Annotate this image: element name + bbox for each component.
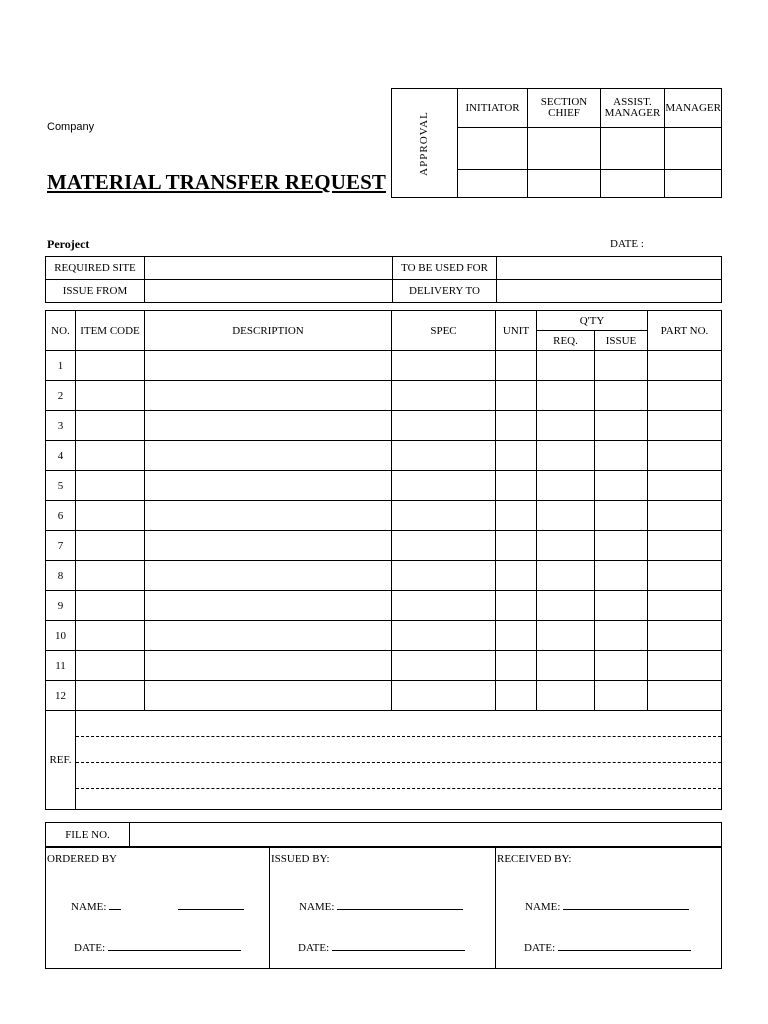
cell-spec[interactable] [392, 441, 496, 471]
cell-qty-issue[interactable] [595, 561, 648, 591]
table-row [46, 381, 722, 411]
issued-by-name[interactable] [299, 899, 463, 913]
ordered-by-name-line-a [109, 899, 121, 910]
cell-spec[interactable] [392, 501, 496, 531]
cell-unit[interactable] [496, 441, 537, 471]
received-by-name[interactable] [525, 899, 689, 913]
issued-by-date-line [332, 940, 465, 951]
table-row [46, 471, 722, 501]
col-no: NO. [46, 311, 76, 351]
cell-qty-req[interactable] [537, 591, 595, 621]
col-spec: SPEC [392, 311, 496, 351]
table-row [46, 351, 722, 381]
cell-qty-issue[interactable] [595, 471, 648, 501]
issued-by-label: ISSUED BY: [271, 853, 330, 865]
cell-description[interactable] [145, 381, 392, 411]
table-row [46, 681, 722, 711]
cell-description[interactable] [145, 621, 392, 651]
cell-item-code[interactable] [76, 531, 145, 561]
cell-description[interactable] [145, 441, 392, 471]
cell-part-no[interactable] [648, 351, 722, 381]
approval-assist-manager: ASSIST. MANAGER [600, 89, 665, 128]
row-number: 6 [46, 501, 76, 531]
issue-from-label: ISSUE FROM [46, 280, 145, 303]
ref-line-1 [76, 711, 721, 737]
issued-by-cell [270, 848, 496, 969]
cell-qty-issue[interactable] [595, 531, 648, 561]
required-site-label: REQUIRED SITE [46, 257, 145, 280]
cell-spec[interactable] [392, 531, 496, 561]
ordered-by-date[interactable] [74, 940, 241, 954]
row-number: 1 [46, 351, 76, 381]
items-table [45, 310, 722, 810]
table-row [46, 441, 722, 471]
approval-date-initiator[interactable] [457, 170, 528, 198]
cell-unit[interactable] [496, 381, 537, 411]
ordered-by-name[interactable] [71, 899, 121, 913]
cell-unit[interactable] [496, 651, 537, 681]
date-label: DATE : [610, 238, 644, 250]
approval-label-cell [392, 89, 458, 198]
cell-item-code[interactable] [76, 501, 145, 531]
cell-spec[interactable] [392, 561, 496, 591]
file-table [45, 822, 722, 847]
issued-by-date[interactable] [298, 940, 465, 954]
approval-sign-manager[interactable] [665, 128, 722, 170]
cell-description[interactable] [145, 531, 392, 561]
cell-qty-issue[interactable] [595, 591, 648, 621]
delivery-to-label: DELIVERY TO [393, 280, 497, 303]
col-part-no: PART NO. [648, 311, 722, 351]
signature-table [45, 847, 722, 969]
cell-qty-req[interactable] [537, 621, 595, 651]
approval-sign-assist-manager[interactable] [600, 128, 665, 170]
row-number: 7 [46, 531, 76, 561]
cell-spec[interactable] [392, 681, 496, 711]
cell-item-code[interactable] [76, 681, 145, 711]
cell-item-code[interactable] [76, 651, 145, 681]
required-site-field[interactable] [145, 257, 393, 280]
project-label: Peroject [47, 237, 90, 251]
cell-unit[interactable] [496, 621, 537, 651]
cell-spec[interactable] [392, 411, 496, 441]
ordered-by-date-line [108, 940, 241, 951]
cell-qty-req[interactable] [537, 381, 595, 411]
ref-label: REF. [46, 711, 76, 810]
cell-qty-req[interactable] [537, 411, 595, 441]
cell-qty-req[interactable] [537, 531, 595, 561]
cell-part-no[interactable] [648, 621, 722, 651]
cell-part-no[interactable] [648, 471, 722, 501]
delivery-to-field[interactable] [497, 280, 722, 303]
cell-item-code[interactable] [76, 441, 145, 471]
row-number: 4 [46, 441, 76, 471]
table-row [46, 531, 722, 561]
received-by-date-line [558, 940, 691, 951]
cell-unit[interactable] [496, 561, 537, 591]
ordered-by-cell [46, 848, 270, 969]
cell-unit[interactable] [496, 531, 537, 561]
cell-item-code[interactable] [76, 351, 145, 381]
approval-sign-section-chief[interactable] [528, 128, 600, 170]
cell-item-code[interactable] [76, 561, 145, 591]
to-be-used-for-label: TO BE USED FOR [393, 257, 497, 280]
issued-by-date-label: DATE: [298, 942, 330, 954]
approval-date-assist-manager[interactable] [600, 170, 665, 198]
received-by-cell [496, 848, 722, 969]
col-unit: UNIT [496, 311, 537, 351]
approval-sign-initiator[interactable] [457, 128, 528, 170]
cell-spec[interactable] [392, 381, 496, 411]
cell-qty-req[interactable] [537, 561, 595, 591]
ordered-by-name-underline-b [178, 899, 244, 910]
cell-description[interactable] [145, 501, 392, 531]
col-item-code: ITEM CODE [76, 311, 145, 351]
company-label: Company [47, 121, 95, 133]
cell-item-code[interactable] [76, 411, 145, 441]
received-by-date[interactable] [524, 940, 691, 954]
cell-part-no[interactable] [648, 561, 722, 591]
cell-unit[interactable] [496, 591, 537, 621]
approval-date-manager[interactable] [665, 170, 722, 198]
row-number: 5 [46, 471, 76, 501]
row-number: 9 [46, 591, 76, 621]
cell-part-no[interactable] [648, 381, 722, 411]
cell-description[interactable] [145, 591, 392, 621]
cell-description[interactable] [145, 471, 392, 501]
ordered-by-label: ORDERED BY [47, 853, 117, 865]
cell-part-no[interactable] [648, 501, 722, 531]
cell-part-no[interactable] [648, 651, 722, 681]
cell-qty-req[interactable] [537, 681, 595, 711]
ordered-by-name-line-b[interactable] [178, 899, 244, 913]
cell-part-no[interactable] [648, 411, 722, 441]
cell-qty-req[interactable] [537, 471, 595, 501]
cell-qty-issue[interactable] [595, 651, 648, 681]
table-row [46, 501, 722, 531]
file-no-label: FILE NO. [46, 823, 130, 847]
ref-line-3 [76, 763, 721, 789]
cell-description[interactable] [145, 561, 392, 591]
row-number: 2 [46, 381, 76, 411]
cell-qty-issue[interactable] [595, 501, 648, 531]
cell-spec[interactable] [392, 651, 496, 681]
cell-description[interactable] [145, 351, 392, 381]
to-be-used-for-field[interactable] [497, 257, 722, 280]
col-qty-req: REQ. [537, 331, 595, 351]
row-number: 10 [46, 621, 76, 651]
issued-by-name-line [337, 899, 463, 910]
cell-spec[interactable] [392, 621, 496, 651]
cell-spec[interactable] [392, 351, 496, 381]
cell-spec[interactable] [392, 471, 496, 501]
cell-unit[interactable] [496, 411, 537, 441]
cell-part-no[interactable] [648, 531, 722, 561]
cell-qty-req[interactable] [537, 501, 595, 531]
cell-description[interactable] [145, 411, 392, 441]
table-row [46, 561, 722, 591]
ordered-by-name-label: NAME: [71, 901, 107, 913]
cell-qty-issue[interactable] [595, 681, 648, 711]
item-rows [46, 351, 722, 711]
row-number: 3 [46, 411, 76, 441]
ordered-by-date-label: DATE: [74, 942, 106, 954]
cell-description[interactable] [145, 651, 392, 681]
cell-item-code[interactable] [76, 591, 145, 621]
cell-spec[interactable] [392, 591, 496, 621]
cell-qty-issue[interactable] [595, 351, 648, 381]
cell-part-no[interactable] [648, 441, 722, 471]
cell-qty-issue[interactable] [595, 411, 648, 441]
table-row [46, 411, 722, 441]
col-qty: Q'TY [537, 311, 648, 331]
cell-unit[interactable] [496, 681, 537, 711]
approval-table [391, 88, 722, 198]
ref-line-2 [76, 737, 721, 763]
cell-item-code[interactable] [76, 381, 145, 411]
table-row [46, 621, 722, 651]
received-by-name-label: NAME: [525, 901, 561, 913]
cell-qty-issue[interactable] [595, 621, 648, 651]
approval-initiator: INITIATOR [457, 89, 528, 128]
received-by-label: RECEIVED BY: [497, 853, 572, 865]
row-number: 11 [46, 651, 76, 681]
col-qty-issue: ISSUE [595, 331, 648, 351]
cell-item-code[interactable] [76, 471, 145, 501]
approval-date-section-chief[interactable] [528, 170, 600, 198]
cell-unit[interactable] [496, 471, 537, 501]
cell-part-no[interactable] [648, 681, 722, 711]
received-by-name-line [563, 899, 689, 910]
approval-label: APPROVAL [417, 110, 430, 176]
table-row [46, 651, 722, 681]
row-number: 8 [46, 561, 76, 591]
cell-part-no[interactable] [648, 591, 722, 621]
cell-qty-req[interactable] [537, 651, 595, 681]
table-row [46, 591, 722, 621]
issue-from-field[interactable] [145, 280, 393, 303]
form-title: MATERIAL TRANSFER REQUEST [47, 170, 386, 194]
cell-item-code[interactable] [76, 621, 145, 651]
ref-field[interactable] [76, 711, 722, 810]
approval-manager: MANAGER [665, 89, 722, 128]
cell-qty-issue[interactable] [595, 441, 648, 471]
col-description: DESCRIPTION [145, 311, 392, 351]
received-by-date-label: DATE: [524, 942, 556, 954]
approval-section-chief: SECTION CHIEF [528, 89, 600, 128]
cell-description[interactable] [145, 681, 392, 711]
cell-qty-req[interactable] [537, 351, 595, 381]
cell-qty-issue[interactable] [595, 381, 648, 411]
row-number: 12 [46, 681, 76, 711]
cell-unit[interactable] [496, 351, 537, 381]
issued-by-name-label: NAME: [299, 901, 335, 913]
site-table [45, 256, 722, 303]
cell-unit[interactable] [496, 501, 537, 531]
cell-qty-req[interactable] [537, 441, 595, 471]
file-no-field[interactable] [130, 823, 722, 847]
